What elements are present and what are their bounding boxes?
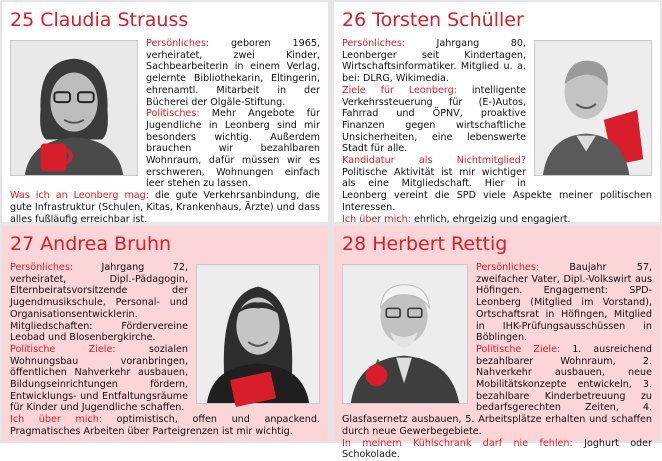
about-text: optimistisch, offen und anpackend. Pragmatisches Arbeiten über Parteigrenzen ist mir wichtig. [10,414,320,437]
goals-label: Politische Ziele: [476,343,561,355]
personal-text: Jahrgang 80, Leonberger seit Kindertagen, Wirtschaftsinformatiker. Mitglied u. a. bei: DLRG, Wikimedia. [342,38,526,85]
candidate-number: 27 [10,233,35,255]
candidate-photo [342,264,468,404]
candidate-name-text: Herbert Rettig [372,233,508,255]
candidate-card-torsten-schueller [334,2,660,225]
candidate-photo [10,40,138,176]
reason-text: Politische Aktivität ist mir wichtiger als eine Mitgliedschaft. Hier in Leonberg vereint die SPD viele Aspekte meiner politischen Interessen. [342,166,652,213]
candidate-number: 28 [342,233,367,255]
reason-label: Kandidatur als Nichtmitglied? [342,155,526,167]
fridge-text: Joghurt oder Schokolade. [342,437,652,461]
personal-label: Persönliches: [342,38,406,49]
personal-text: geboren 1965, verheiratet, zwei Kinder, Sachbearbeiterin in einem Verlag, gelernte Bibliothekarin, Eltingerin, ehrenamtl. Mitarbeit in der Bücherei der Olgäle-Stiftung. [146,38,320,108]
candidate-name-text: Claudia Strauss [40,9,189,31]
personal-label: Persönliches: [10,262,74,273]
candidate-name [342,232,652,256]
candidate-card-claudia-strauss [2,2,328,225]
goals-text: intelligente Verkehrssteuerung für (E-)Autos, Fahrrad und ÖPNV, proaktive Finanzen gegen wirtschaftliche Unsicherheiten, eine lebenswerte Stadt für alle. [342,84,526,155]
fridge-label: In meinem Kühlschrank darf nie fehlen: [342,437,573,449]
candidate-number: 26 [342,9,367,31]
goals-label: Politische Ziele: [10,343,116,355]
about-label: Ich über mich: [342,213,411,225]
candidate-number: 25 [10,9,35,31]
candidate-name [342,8,652,32]
personal-label: Persönliches: [146,38,210,49]
candidate-card-andrea-bruhn [2,226,328,441]
personal-label: Persönliches: [476,262,540,273]
candidate-photo [534,40,652,176]
goals-text: sozialen Wohnungsbau voranbringen, öffentlichen Nahverkehr ausbauen, Bildungseinrichtungen fördern, Entwicklungs- und Entfaltungsräume für Kinder und Jugendliche schaffen. [10,343,188,414]
personal-text: Baujahr 57, zweifacher Vater, Dipl.-Volkswirt aus Höfingen. Engagement: SPD-Leonberg (Mitglied im Vorstand), Ortschaftsrat in Höfingen, Mitglied in IHK-Prüfungsausschüssen in Böblingen. [476,262,652,344]
about-text: ehrlich, ehrgeizig und engagiert. [410,213,571,225]
personal-text: Jahrgang 72, verheiratet, Dipl.-Pädagogin, Elternbeiratsvorsitzende der Jugendmusikschule, Personal- und Organisationsentwicklerin. Mitgliedschaften: Fördervereine Leobad und Blosenbergkirche. [10,262,188,344]
candidate-name [10,8,320,32]
political-text: Mehr Angebote für Jugendliche in Leonberg sind mir besonders wichtig. Außerdem brauchen wir bezahlbaren Wohnraum, dafür müssen wir es erschweren, Wohnungen einfach leer stehen zu lassen. [146,108,320,190]
likes-text: die gute Verkehrsanbindung, die gute Infrastruktur (Schulen, Kitas, Krankenhaus, Ärzte) und dass alles fußläufig erreichbar ist. [10,190,320,225]
likes-label: Was ich an Leonberg mag: [10,190,150,202]
candidate-name-text: Andrea Bruhn [40,233,172,255]
political-label: Politisches: [146,108,200,120]
candidate-name [10,232,320,256]
goals-text: 1. ausreichend bezahlbarer Wohnraum, 2. Nahverkehr ausbauen, neue Mobilitätskonzepte entwickeln, 3. bezahlbare Kinderbetreuung zu bedarfsgerechten Zeiten, 4. Glasfasernetz ausbauen, 5. Arbeitsplätze erhalten und schaffen durch neue Gewerbegebiete. [342,343,652,437]
goals-label: Ziele für Leonberg: [342,84,457,96]
about-label: Ich über mich: [10,414,103,426]
candidate-photo [196,264,320,404]
candidate-card-herbert-rettig [334,226,660,461]
candidate-name-text: Torsten Schüller [372,9,524,31]
